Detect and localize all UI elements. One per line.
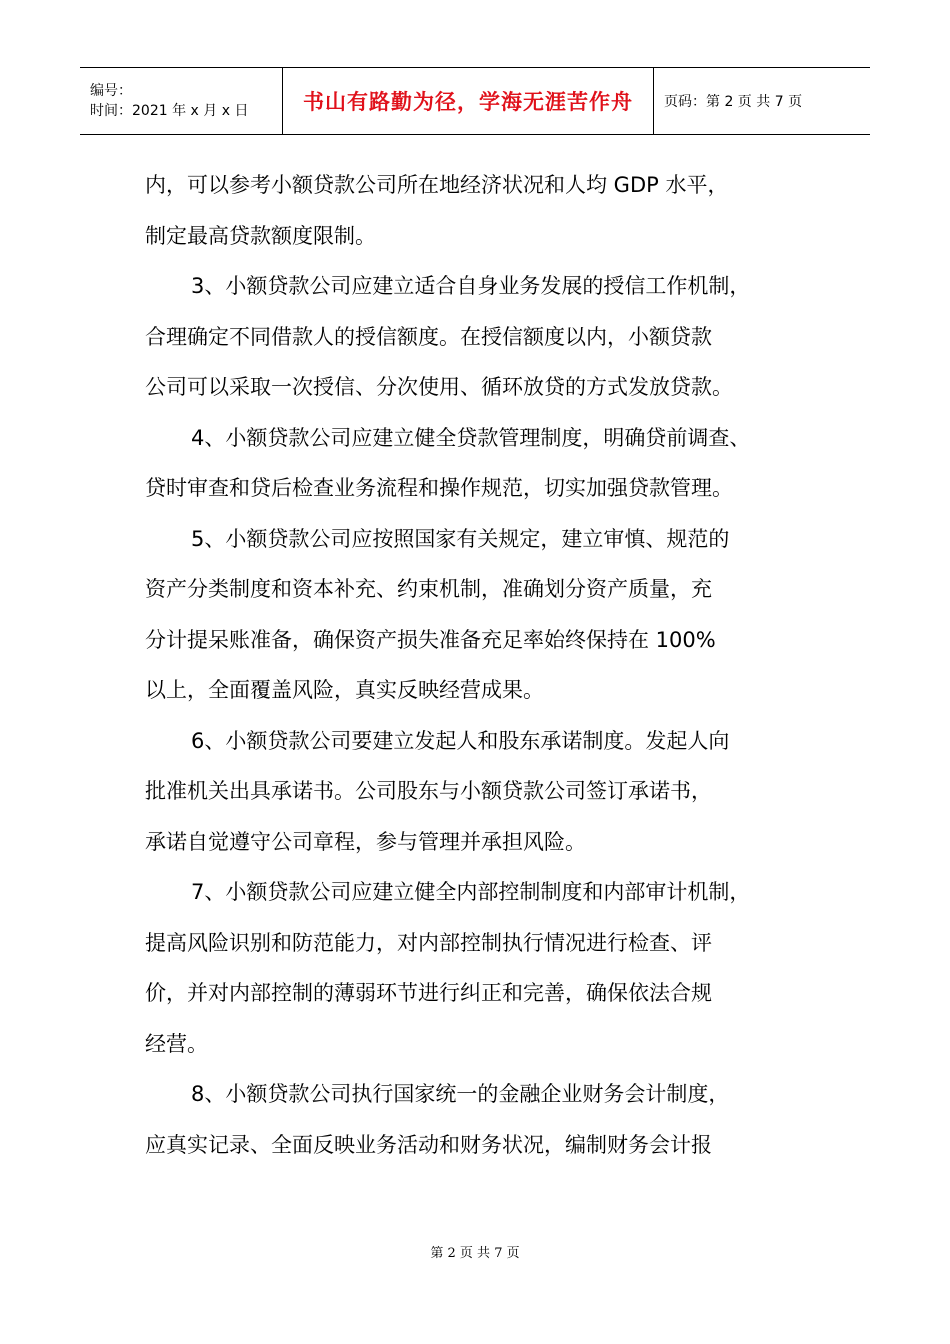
paragraph-line: 内，可以参考小额贷款公司所在地经济状况和人均 GDP 水平， — [145, 173, 729, 197]
header-motto: 书山有路勤为径，学海无涯苦作舟 — [303, 90, 633, 114]
paragraph-first-line: 7、小额贷款公司应建立健全内部控制制度和内部审计机制， — [191, 880, 751, 904]
paragraph-first-line: 8、小额贷款公司执行国家统一的金融企业财务会计制度， — [191, 1082, 730, 1106]
paragraph-line: 应真实记录、全面反映业务活动和财务状况，编制财务会计报 — [145, 1132, 712, 1157]
paragraph-line: 提高风险识别和防范能力，对内部控制执行情况进行检查、评 — [145, 930, 712, 955]
paragraph-line: 批准机关出具承诺书。公司股东与小额贷款公司签订承诺书， — [145, 779, 712, 803]
paragraph-line: 分计提呆账准备，确保资产损失准备充足率始终保持在 100% — [145, 627, 716, 652]
paragraph-line: 以上，全面覆盖风险，真实反映经营成果。 — [145, 678, 544, 702]
paragraph-line: 合理确定不同借款人的授信额度。在授信额度以内，小额贷款 — [145, 324, 712, 349]
header-meta-cell — [80, 68, 283, 134]
paragraph-line: 资产分类制度和资本补充、约束机制，准确划分资产质量，充 — [145, 577, 712, 601]
document-body — [145, 160, 825, 1170]
paragraph-line: 制定最高贷款额度限制。 — [145, 223, 376, 248]
paragraph-first-line: 5、小额贷款公司应按照国家有关规定，建立审慎、规范的 — [191, 526, 730, 551]
page-footer: 第 2 页 共 7 页 — [430, 1246, 520, 1261]
paragraph-line: 价，并对内部控制的薄弱环节进行纠正和完善，确保依法合规 — [145, 981, 712, 1005]
document-date-label: 时间：2021 年 x 月 x 日 — [90, 103, 249, 119]
paragraph-line: 公司可以采取一次授信、分次使用、循环放贷的方式发放贷款。 — [145, 375, 733, 399]
paragraph-first-line: 6、小额贷款公司要建立发起人和股东承诺制度。发起人向 — [191, 728, 730, 753]
paragraph-line: 贷时审查和贷后检查业务流程和操作规范，切实加强贷款管理。 — [145, 476, 733, 500]
document-header — [80, 67, 870, 135]
header-page-cell — [654, 68, 870, 134]
paragraph-first-line: 3、小额贷款公司应建立适合自身业务发展的授信工作机制， — [191, 274, 751, 298]
document-number-label: 编号： — [90, 83, 132, 99]
paragraph-line: 承诺自觉遵守公司章程，参与管理并承担风险。 — [145, 829, 586, 854]
header-motto-cell — [283, 68, 654, 134]
paragraph-first-line: 4、小额贷款公司应建立健全贷款管理制度，明确贷前调查、 — [191, 425, 751, 450]
paragraph-line: 经营。 — [145, 1031, 208, 1056]
header-page-label: 页码：第 2 页 共 7 页 — [664, 94, 803, 110]
